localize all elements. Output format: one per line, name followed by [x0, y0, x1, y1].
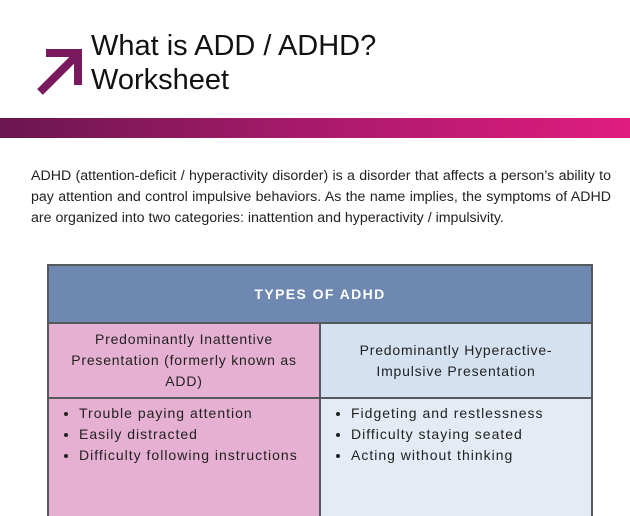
- title-line-2: Worksheet: [91, 64, 230, 96]
- arrow-up-right-icon: [34, 45, 86, 97]
- page-header: [0, 0, 630, 118]
- list-item: • Difficulty staying seated: [351, 424, 585, 445]
- list-item: • Difficulty following instructions: [79, 445, 313, 466]
- page-title: [91, 29, 376, 97]
- table-heading: TYPES OF ADHD: [49, 266, 591, 322]
- column-body-inattentive: [49, 399, 319, 516]
- column-title: Predominantly Inattentive Presentation (formerly known as ADD): [71, 331, 297, 389]
- symptom-list: [55, 403, 313, 466]
- intro-paragraph: ADHD (attention-deficit / hyperactivity disorder) is a disorder that affects a person’s ability to pay attention and control impulsive behaviors. As the name implies, the symptoms of ADHD are organized into two categories: inattention and hyperactivity / impulsivity.: [31, 168, 611, 227]
- list-item: • Trouble paying attention: [79, 403, 313, 424]
- symptom-list: [327, 403, 585, 466]
- title-line-1: What is ADD / ADHD?: [91, 30, 377, 62]
- list-item: • Acting without thinking: [351, 445, 585, 466]
- column-header-hyperactive: [321, 324, 591, 397]
- column-title: Predominantly Hyperactive-Impulsive Presentation: [359, 341, 553, 379]
- types-of-adhd-table: [47, 264, 593, 516]
- column-header-inattentive: [49, 324, 319, 397]
- list-item: • Easily distracted: [79, 424, 313, 445]
- column-body-hyperactive: [321, 399, 591, 516]
- header-divider-bar: [0, 118, 630, 138]
- list-item: • Fidgeting and restlessness: [351, 403, 585, 424]
